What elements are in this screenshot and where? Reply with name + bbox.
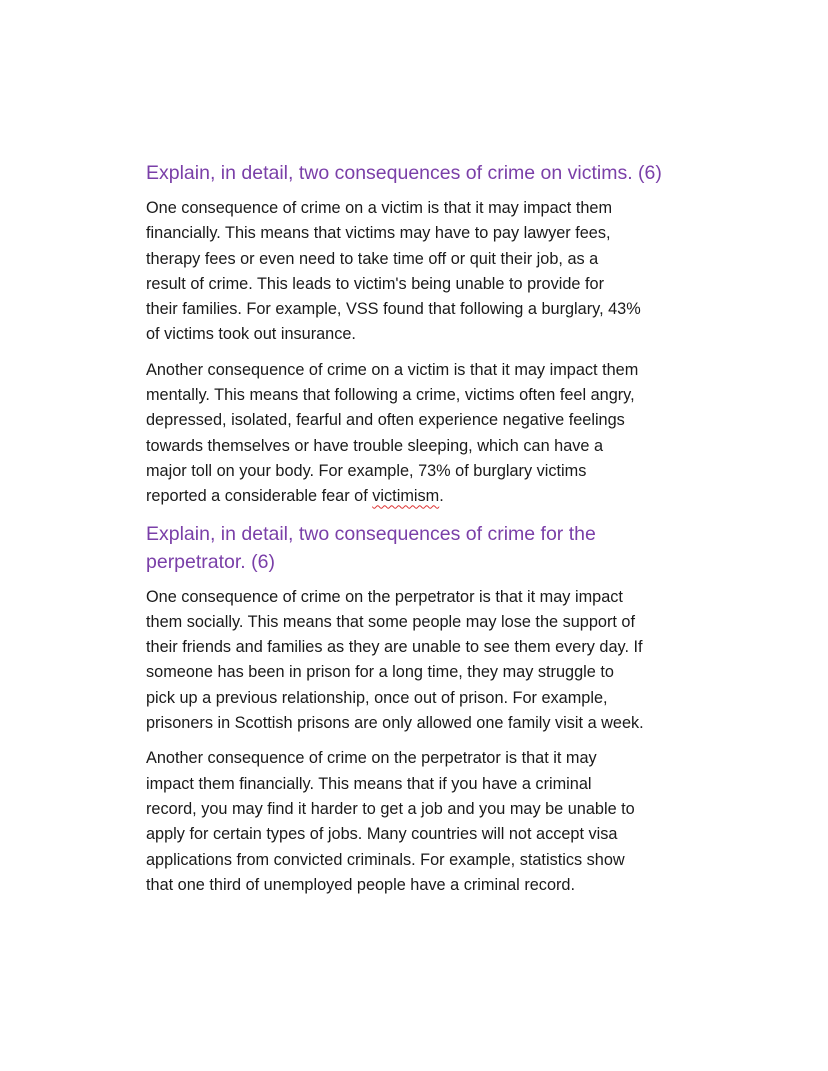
paragraph-social-perpetrator: One consequence of crime on the perpetrator is that it may impact them socially. This means that some people may lose the support of their friends and families as they are unable to see them every day. If someone has been in prison for a long time, they may struggle to pick up a previous relationship, once out of prison. For example, prisoners in Scottish prisons are only allowed one family visit a week. xyxy=(146,587,644,733)
spellcheck-word[interactable]: victimism xyxy=(372,487,440,506)
last-line: reported a considerable fear of victimism. xyxy=(146,487,444,506)
paragraph-financial-perpetrator: Another consequence of crime on the perpetrator is that it may impact them financially. This means that if you have a criminal record, you may find it harder to get a job and you may be unable to apply for certain types of jobs. Many countries will not accept visa applications from convicted criminals. For example, statistics show that one third of unemployed people have a criminal record. xyxy=(146,749,635,894)
document-page xyxy=(146,159,706,908)
heading-perpetrator: Explain, in detail, two consequences of crime for the perpetrator. (6) xyxy=(146,522,596,573)
paragraph-mental-victim: Another consequence of crime on a victim is that it may impact them mentally. This means that following a crime, victims often feel angry, depressed, isolated, fearful and often experience negative feelings towards themselves or have trouble sleeping, which can have a major toll on your body. For example, 73% of burglary victims reported a considerable fear of victimism. xyxy=(146,358,706,510)
paragraph-financial-victim: One consequence of crime on a victim is that it may impact them financially. This means that victims may have to pay lawyer fees, therapy fees or even need to take time off or quit their job, as a result of crime. This leads to victim's being unable to provide for their families. For example, VSS found that following a burglary, 43% of victims took out insurance. xyxy=(146,199,641,344)
heading-victims: Explain, in detail, two consequences of crime on victims. (6) xyxy=(146,162,662,184)
